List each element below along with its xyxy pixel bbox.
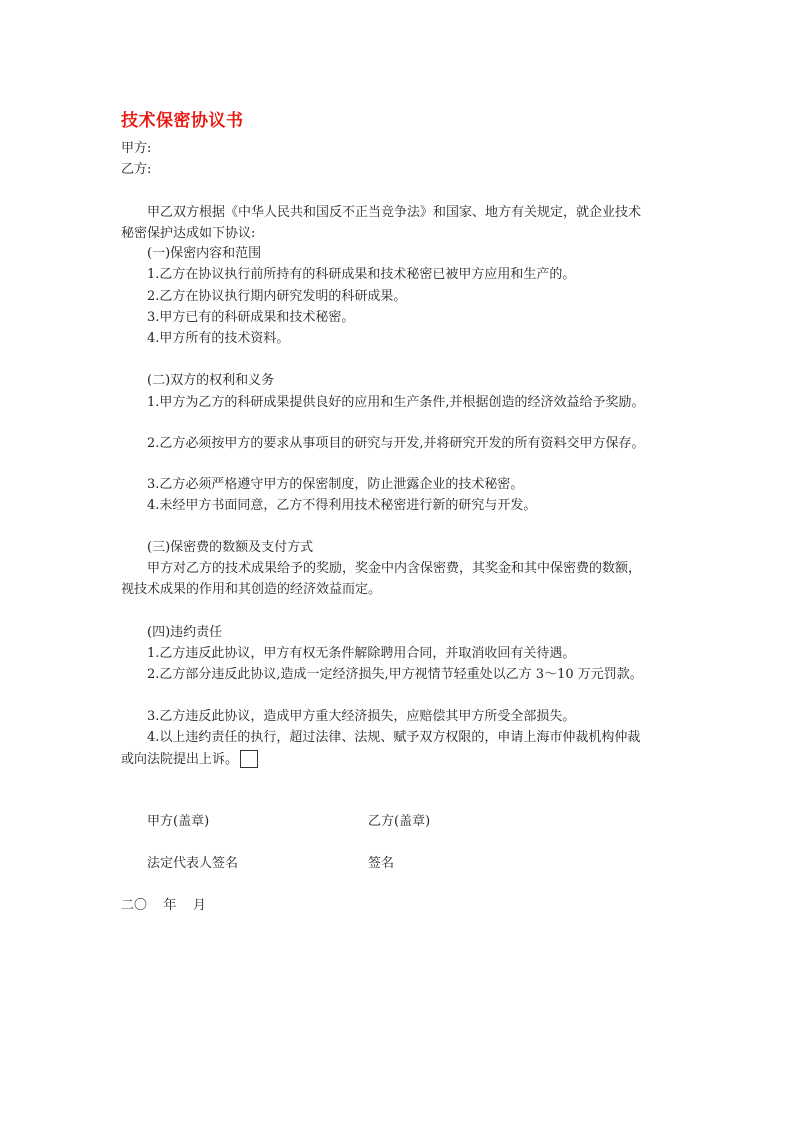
intro-line-1: 甲乙双方根据《中华人民共和国反不正当竞争法》和国家、地方有关规定，就企业技术 xyxy=(147,205,642,220)
section-1-item-3: 3.甲方已有的科研成果和技术秘密。 xyxy=(147,310,355,325)
section-4-heading: (四)违约责任 xyxy=(147,625,223,640)
party-b-seal-label: 乙方(盖章) xyxy=(368,814,431,829)
checkbox[interactable] xyxy=(240,750,258,768)
section-2-item-1: 1.甲方为乙方的科研成果提供良好的应用和生产条件,并根据创造的经济效益给予奖励。 xyxy=(147,395,645,410)
section-1-heading: (一)保密内容和范围 xyxy=(147,246,262,261)
section-4-item-4: 4.以上违约责任的执行，超过法律、法规、赋予双方权限的，申请上海市仲裁机构仲裁 xyxy=(147,730,641,745)
section-2-item-3: 3.乙方必须严格遵守甲方的保密制度，防止泄露企业的技术秘密。 xyxy=(147,477,524,492)
intro-line-2: 秘密保护达成如下协议: xyxy=(121,226,256,241)
section-1-item-1: 1.乙方在协议执行前所持有的科研成果和技术秘密已被甲方应用和生产的。 xyxy=(147,267,576,282)
section-3-line-2: 视技术成果的作用和其创造的经济效益而定。 xyxy=(121,582,382,597)
document-title: 技术保密协议书 xyxy=(121,111,244,131)
signature-label: 签名 xyxy=(368,856,395,871)
section-4-item-3: 3.乙方违反此协议，造成甲方重大经济损失，应赔偿其甲方所受全部损失。 xyxy=(147,709,576,724)
section-2-item-4: 4.未经甲方书面同意，乙方不得利用技术秘密进行新的研究与开发。 xyxy=(147,498,537,513)
section-2-item-2: 2.乙方必须按甲方的要求从事项目的研究与开发,并将研究开发的所有资料交甲方保存。 xyxy=(147,436,645,451)
party-a-seal-label: 甲方(盖章) xyxy=(147,814,210,829)
section-4-item-4-continued-text: 或向法院提出上诉。 xyxy=(121,752,239,767)
section-4-item-4-continued xyxy=(121,750,258,772)
section-1-item-2: 2.乙方在协议执行期内研究发明的科研成果。 xyxy=(147,289,407,304)
section-1-item-4: 4.甲方所有的技术资料。 xyxy=(147,331,290,346)
section-2-heading: (二)双方的权利和义务 xyxy=(147,373,275,388)
section-3-heading: (三)保密费的数额及支付方式 xyxy=(147,540,314,555)
party-a-label: 甲方: xyxy=(121,141,152,156)
section-3-line-1: 甲方对乙方的技术成果给予的奖励，奖金中内含保密费，其奖金和其中保密费的数额， xyxy=(147,561,642,576)
party-b-label: 乙方: xyxy=(121,162,152,177)
date-line: 二〇 年 月 xyxy=(121,898,207,913)
section-4-item-1: 1.乙方违反此协议，甲方有权无条件解除聘用合同，并取消收回有关待遇。 xyxy=(147,646,576,661)
section-4-item-2: 2.乙方部分违反此协议,造成一定经济损失,甲方视情节轻重处以乙方 3～10 万元罚款。 xyxy=(147,667,643,682)
representative-signature-label: 法定代表人签名 xyxy=(147,856,239,871)
